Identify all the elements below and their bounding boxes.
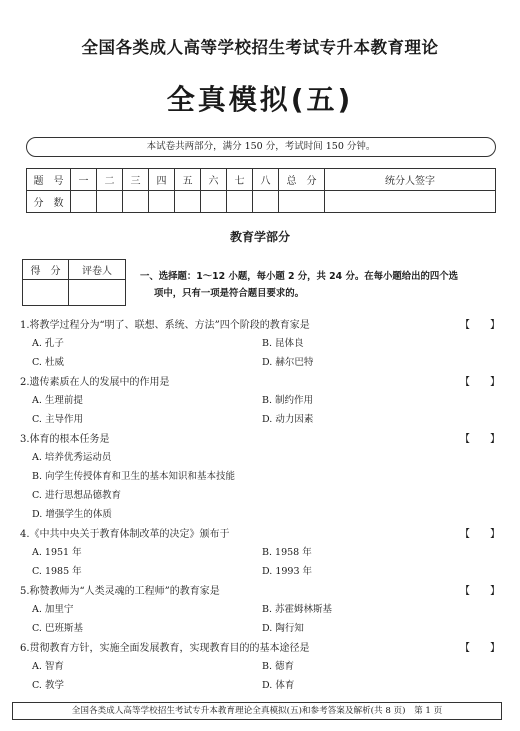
grader-table: [22, 259, 126, 306]
question-6: [20, 639, 500, 657]
question-stem: 4.《中共中央关于教育体制改革的决定》颁布于: [20, 529, 230, 540]
option-b[interactable]: B. 德育: [262, 661, 295, 672]
option-a[interactable]: A. 孔子: [32, 338, 64, 349]
option-d[interactable]: D. 动力因素: [262, 414, 314, 425]
score-cell[interactable]: [227, 191, 253, 213]
score-cell[interactable]: [71, 191, 97, 213]
score-cell[interactable]: [253, 191, 279, 213]
instructions-line-2: 项中，只有一项是符合题目要求的。: [154, 288, 305, 299]
score-header-cell: 三: [123, 169, 149, 191]
option-a[interactable]: A. 智育: [32, 661, 64, 672]
answer-bracket[interactable]: 【 】: [460, 434, 500, 445]
score-cell[interactable]: [325, 191, 496, 213]
option-a[interactable]: A. 生理前提: [32, 395, 83, 406]
option-d[interactable]: D. 1993 年: [262, 566, 313, 577]
score-header-cell: 总 分: [279, 169, 325, 191]
grader-reviewer-cell[interactable]: [69, 280, 126, 306]
part-one-instructions: [140, 268, 500, 302]
option-c[interactable]: C. 巴班斯基: [32, 623, 83, 634]
score-header-cell: 五: [175, 169, 201, 191]
option-b[interactable]: B. 1958 年: [262, 547, 312, 558]
answer-bracket[interactable]: 【 】: [460, 377, 500, 388]
question-3: [20, 430, 500, 448]
grader-score-cell[interactable]: [23, 280, 69, 306]
question-stem: 1.将教学过程分为“明了、联想、系统、方法”四个阶段的教育家是: [20, 320, 310, 331]
score-cell[interactable]: [201, 191, 227, 213]
option-c[interactable]: C. 主导作用: [32, 414, 83, 425]
score-cell[interactable]: [123, 191, 149, 213]
option-d[interactable]: D. 陶行知: [262, 623, 304, 634]
score-table: [26, 168, 496, 213]
instructions-line-1: 一、选择题：1～12 小题，每小题 2 分，共 24 分。在每小题给出的四个选: [140, 271, 458, 282]
score-header-cell: 题 号: [27, 169, 71, 191]
question-2: [20, 373, 500, 391]
question-stem: 3.体育的根本任务是: [20, 434, 110, 445]
option-c[interactable]: C. 进行思想品德教育: [32, 490, 121, 501]
page-title: 全真模拟(五): [166, 83, 354, 116]
section-title: 教育学部分: [229, 230, 290, 244]
option-a[interactable]: A. 加里宁: [32, 604, 74, 615]
grader-reviewer-label: 评卷人: [69, 260, 126, 280]
question-1: [20, 316, 500, 334]
option-c[interactable]: C. 教学: [32, 680, 64, 691]
option-d[interactable]: D. 增强学生的体质: [32, 509, 112, 520]
option-b[interactable]: B. 向学生传授体育和卫生的基本知识和基本技能: [32, 471, 236, 482]
page-footer: 全国各类成人高等学校招生考试专升本教育理论全真模拟(五)和参考答案及解析(共 8 页) 第 1 页: [12, 702, 502, 720]
question-stem: 2.遗传素质在人的发展中的作用是: [20, 377, 170, 388]
question-stem: 5.称赞教师为“人类灵魂的工程师”的教育家是: [20, 586, 220, 597]
score-header-cell: 八: [253, 169, 279, 191]
exam-info-box: 本试卷共两部分，满分 150 分，考试时间 150 分钟。: [26, 137, 496, 157]
option-a[interactable]: A. 培养优秀运动员: [32, 452, 112, 463]
score-header-cell: 七: [227, 169, 253, 191]
option-d[interactable]: D. 体育: [262, 680, 295, 691]
answer-bracket[interactable]: 【 】: [460, 529, 500, 540]
score-cell[interactable]: [149, 191, 175, 213]
score-table-header-row: [27, 169, 496, 191]
option-d[interactable]: D. 赫尔巴特: [262, 357, 314, 368]
score-header-cell: 一: [71, 169, 97, 191]
score-cell[interactable]: [97, 191, 123, 213]
option-b[interactable]: B. 苏霍姆林斯基: [262, 604, 333, 615]
score-cell[interactable]: [175, 191, 201, 213]
option-c[interactable]: C. 杜威: [32, 357, 64, 368]
score-header-cell: 二: [97, 169, 123, 191]
score-cell[interactable]: [279, 191, 325, 213]
grader-score-label: 得 分: [23, 260, 69, 280]
option-b[interactable]: B. 昆体良: [262, 338, 304, 349]
score-header-cell: 统分人签字: [325, 169, 496, 191]
question-stem: 6.贯彻教育方针，实施全面发展教育，实现教育目的的基本途径是: [20, 643, 310, 654]
answer-bracket[interactable]: 【 】: [460, 586, 500, 597]
question-5: [20, 582, 500, 600]
series-title: 全国各类成人高等学校招生考试专升本教育理论: [81, 38, 439, 57]
answer-bracket[interactable]: 【 】: [460, 320, 500, 331]
question-4: [20, 525, 500, 543]
score-table-score-row: [27, 191, 496, 213]
option-b[interactable]: B. 制约作用: [262, 395, 314, 406]
score-row-label: 分 数: [27, 191, 71, 213]
score-header-cell: 六: [201, 169, 227, 191]
answer-bracket[interactable]: 【 】: [460, 643, 500, 654]
option-c[interactable]: C. 1985 年: [32, 566, 82, 577]
option-a[interactable]: A. 1951 年: [32, 547, 82, 558]
score-header-cell: 四: [149, 169, 175, 191]
